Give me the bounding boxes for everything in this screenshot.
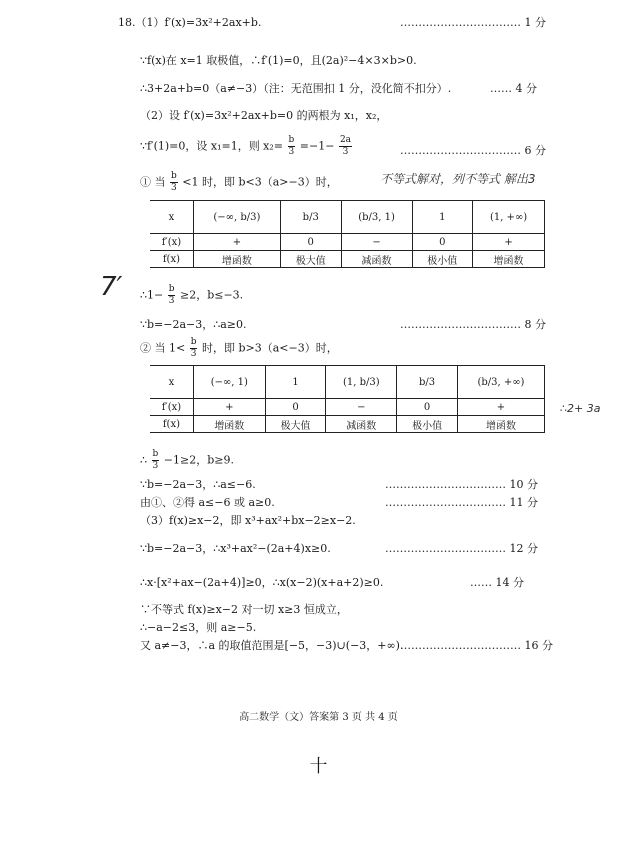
- page-mark: 十: [309, 756, 328, 777]
- table-cell: 0: [412, 234, 473, 251]
- table-cell: 1: [265, 366, 326, 399]
- variation-table-2: [150, 365, 545, 433]
- score-8: …………………………… 8 分: [400, 318, 546, 331]
- answer-line: ∴−a−2≤3，则 a≥−5.: [140, 621, 257, 634]
- table-cell: (b/3, +∞): [457, 366, 544, 399]
- table-cell: x: [150, 201, 193, 234]
- handwritten-score: 7′: [100, 272, 123, 302]
- table-cell: x: [150, 366, 193, 399]
- answer-line: ∴1− $\frac{b}{3}$ ≥2，b≤−3.: [140, 284, 244, 306]
- table-cell: f′(x): [150, 399, 193, 416]
- table-cell: 0: [280, 234, 341, 251]
- table-cell: +: [193, 234, 280, 251]
- table-cell: (−∞, b/3): [193, 201, 280, 234]
- table-cell: 0: [265, 399, 326, 416]
- fraction: $\frac{b}{3}$: [190, 337, 197, 359]
- table-cell: 极大值: [280, 251, 341, 268]
- table-cell: b/3: [397, 366, 458, 399]
- table-cell: 增函数: [193, 416, 265, 433]
- score-10: …………………………… 10 分: [385, 478, 538, 491]
- answer-line-18-1: 18.（1）f′(x)=3x²+2ax+b.: [118, 16, 262, 29]
- case-2-line: ② 当 1< $\frac{b}{3}$ 时，即 b>3（a<−3）时，: [140, 337, 338, 359]
- fraction: $\frac{b}{3}$: [171, 171, 177, 193]
- table-cell: 减函数: [341, 251, 412, 268]
- answer-line: 又 a≠−3，∴a 的取值范围是[−5，−3)∪(−3，+∞).: [140, 639, 404, 652]
- table-cell: f(x): [150, 416, 193, 433]
- table-cell: 极大值: [265, 416, 326, 433]
- table-cell: +: [473, 234, 545, 251]
- table-cell: f(x): [150, 251, 193, 268]
- score-12: …………………………… 12 分: [385, 542, 538, 555]
- score-4: …… 4 分: [490, 82, 537, 95]
- score-16: …………………………… 16 分: [400, 639, 553, 652]
- fraction: $\frac{2a}{3}$: [339, 135, 352, 157]
- table-cell: (1, +∞): [473, 201, 545, 234]
- fraction: $\frac{b}{3}$: [152, 449, 159, 471]
- table-cell: −: [326, 399, 397, 416]
- page-footer: 高二数学（文）答案第 3 页 共 4 页: [239, 712, 398, 723]
- table-cell: b/3: [280, 201, 341, 234]
- table-cell: (1, b/3): [326, 366, 397, 399]
- answer-line-18-2: （2）设 f′(x)=3x²+2ax+b=0 的两根为 x₁，x₂，: [140, 109, 388, 122]
- case-1-line: ① 当 $\frac{b}{3}$ <1 时，即 b<3（a>−3）时，: [140, 171, 338, 193]
- answer-line: ∵不等式 f(x)≥x−2 对一切 x≥3 恒成立，: [140, 603, 348, 616]
- score-1: …………………………… 1 分: [400, 16, 546, 29]
- table-cell: 减函数: [326, 416, 397, 433]
- table-cell: 1: [412, 201, 473, 234]
- table-cell: 0: [397, 399, 458, 416]
- answer-line: ∴x·[x²+ax−(2a+4)]≥0，∴x(x−2)(x+a+2)≥0.: [140, 576, 384, 589]
- score-6: …………………………… 6 分: [400, 144, 546, 157]
- table-cell: (b/3, 1): [341, 201, 412, 234]
- score-11: …………………………… 11 分: [385, 496, 538, 509]
- variation-table-1: [150, 200, 545, 268]
- answer-line: 由①、②得 a≤−6 或 a≥0.: [140, 496, 275, 509]
- table-cell: +: [457, 399, 544, 416]
- answer-line: ∵b=−2a−3，∴a≥0.: [140, 318, 247, 331]
- handwritten-note: ∴2+ 3a: [560, 402, 601, 415]
- answer-line: ∴ $\frac{b}{3}$ −1≥2，b≥9.: [140, 449, 234, 471]
- table-cell: 增函数: [457, 416, 544, 433]
- answer-line: ∵b=−2a−3，∴a≤−6.: [140, 478, 256, 491]
- answer-line: ∵f′(1)=0，设 x₁=1，则 x₂= $\frac{b}{3}$ =−1− $\frac{2a}{3}$: [140, 135, 352, 157]
- fraction: $\frac{b}{3}$: [288, 135, 295, 157]
- table-cell: 增函数: [473, 251, 545, 268]
- table-cell: (−∞, 1): [193, 366, 265, 399]
- table-cell: 极小值: [412, 251, 473, 268]
- answer-line: ∵f(x)在 x=1 取极值，∴f′(1)=0，且(2a)²−4×3×b>0.: [140, 54, 417, 67]
- table-cell: −: [341, 234, 412, 251]
- score-14: …… 14 分: [470, 576, 524, 589]
- answer-line: ∴3+2a+b=0（a≠−3）（注：无范围扣 1 分，没化简不扣分）.: [140, 82, 452, 95]
- table-cell: 极小值: [397, 416, 458, 433]
- table-cell: +: [193, 399, 265, 416]
- table-cell: f′(x): [150, 234, 193, 251]
- table-cell: 增函数: [193, 251, 280, 268]
- fraction: $\frac{b}{3}$: [168, 284, 175, 306]
- answer-line: ∵b=−2a−3，∴x³+ax²−(2a+4)x≥0.: [140, 542, 331, 555]
- answer-line-18-3: （3）f(x)≥x−2，即 x³+ax²+bx−2≥x−2.: [140, 514, 356, 527]
- handwritten-note: 不等式解对，列不等式 解出3: [380, 172, 536, 186]
